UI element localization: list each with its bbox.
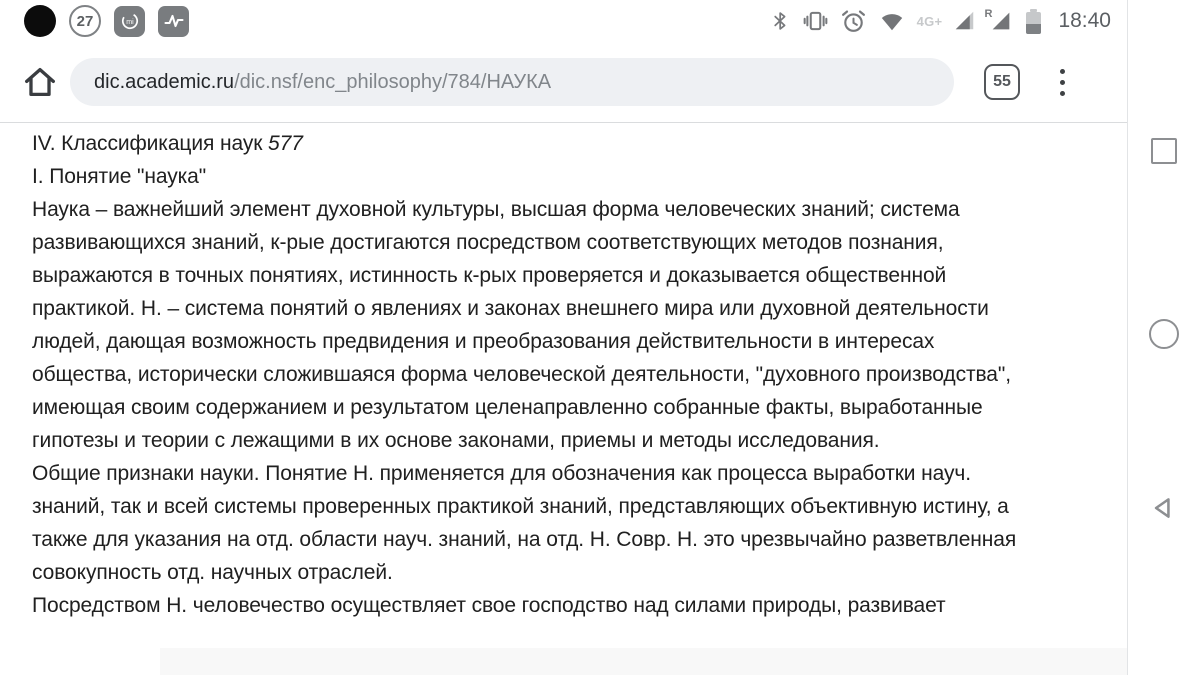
recents-button[interactable]	[1128, 123, 1200, 179]
next-section-block	[160, 648, 1127, 675]
black-dot-notification-icon	[24, 5, 56, 37]
text-line: практикой. Н. – система понятий о явлениях и законах внешнего мира или духовной деятельности	[32, 297, 989, 320]
bluetooth-icon	[769, 8, 791, 34]
alarm-icon	[840, 8, 867, 35]
android-nav-bar	[1127, 0, 1200, 675]
text-line: Общие признаки науки. Понятие Н. применяется для обозначения как процесса выработки науч.	[32, 462, 971, 485]
text-line: Посредством Н. человечество осуществляет свое господство над силами природы, развивает	[32, 594, 946, 617]
status-bar	[0, 0, 1127, 42]
home-icon	[21, 63, 59, 101]
signal-icon	[953, 8, 975, 34]
url-bar[interactable]	[70, 58, 954, 106]
text-line: I. Понятие "наука"	[32, 165, 207, 188]
kebab-menu-icon[interactable]	[1050, 69, 1074, 96]
article-heading-line	[32, 127, 1122, 160]
badge-27-value: 27	[76, 12, 94, 30]
network-type-label: 4G+	[916, 13, 943, 29]
back-triangle-icon	[1150, 494, 1178, 522]
mi-fit-icon	[114, 6, 145, 37]
text-line: людей, дающая возможность предвидения и преобразования действительности в интересах	[32, 330, 935, 353]
back-button[interactable]	[1128, 480, 1200, 536]
text-line: также для указания на отд. области науч. знаний, на отд. Н. Совр. Н. это чрезвычайно разветвленная	[32, 528, 1017, 551]
home-nav-button[interactable]	[1128, 306, 1200, 362]
text-line: выражаются в точных понятиях, истинность к-рых проверяется и доказывается общественной	[32, 264, 947, 287]
text-line: совокупность отд. научных отраслей.	[32, 561, 393, 584]
browser-toolbar	[0, 42, 1127, 123]
battery-icon	[1026, 9, 1041, 34]
recents-square-icon	[1151, 138, 1177, 164]
roaming-label: R	[984, 8, 993, 20]
roaming-signal-icon	[986, 8, 1011, 34]
home-button[interactable]	[18, 60, 62, 104]
article-text	[32, 127, 1122, 622]
text-line: гипотезы и теории с лежащими в их основе законами, приемы и методы исследования.	[32, 429, 880, 452]
text-line: развивающихся знаний, к-рые достигаются посредством соответствующих методов познания,	[32, 231, 944, 254]
url-domain: dic.academic.ru	[94, 70, 235, 93]
vibrate-icon	[802, 8, 829, 34]
svg-text:mi: mi	[125, 18, 134, 26]
home-circle-icon	[1149, 319, 1179, 349]
url-path: /dic.nsf/enc_philosophy/784/НАУКА	[234, 70, 552, 93]
text-line: имеющая своим содержанием и результатом целенаправленно собранные факты, выработанные	[32, 396, 983, 419]
tab-switcher-button[interactable]	[984, 64, 1020, 100]
text-line: знаний, так и всей системы проверенных практикой знаний, представляющих объективную истину, а	[32, 495, 1009, 518]
text-line: Наука – важнейший элемент духовной культуры, высшая форма человеческих знаний; система	[32, 198, 960, 221]
page-number: 577	[268, 132, 303, 155]
text-line: общества, исторически сложившаяся форма человеческой деятельности, "духовного производства",	[32, 363, 1011, 386]
badge-27-icon	[69, 5, 101, 37]
status-bar-right	[769, 8, 1127, 35]
classification-heading: IV. Классификация наук	[32, 132, 269, 155]
clock-time: 18:40	[1058, 9, 1111, 32]
tab-count: 55	[993, 73, 1011, 90]
wifi-icon	[878, 8, 906, 34]
status-bar-left	[0, 5, 189, 37]
activity-icon	[158, 6, 189, 37]
